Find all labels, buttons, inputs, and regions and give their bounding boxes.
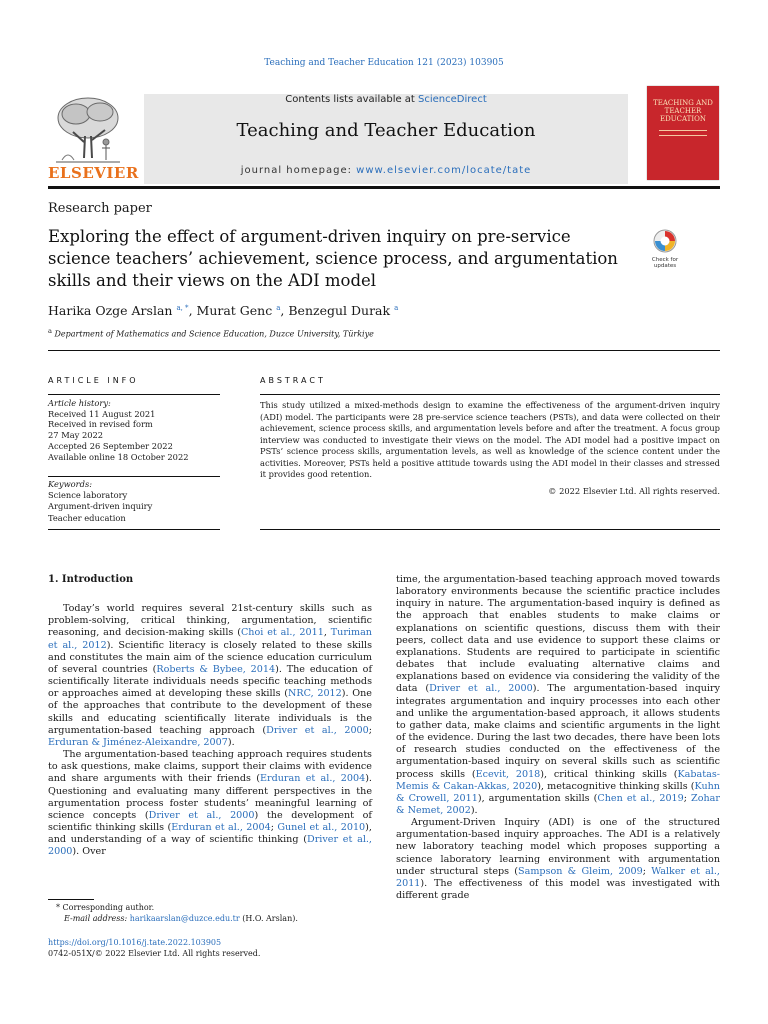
affiliation-marker: a: [48, 327, 52, 335]
citation-link[interactable]: Walker et al., 2011: [396, 865, 720, 889]
abstract-copyright: © 2022 Elsevier Ltd. All rights reserved.: [548, 486, 720, 496]
paper-type: Research paper: [48, 201, 152, 216]
corresponding-author-footnote: [56, 903, 298, 924]
text-run: ). Over: [72, 846, 106, 858]
body-column-right: [396, 574, 720, 902]
author-affiliation-marker[interactable]: a: [394, 303, 399, 312]
author-name[interactable]: Murat Genc: [196, 303, 273, 318]
publisher-name: ELSEVIER: [48, 164, 139, 182]
journal-masthead: [144, 94, 628, 184]
article-info-heading: ARTICLE INFO: [48, 376, 139, 385]
article-info-rule: [48, 394, 220, 395]
text-run: ) the development of scientific thinking skills (: [48, 809, 372, 833]
citation-link[interactable]: Driver et al., 2000: [148, 809, 255, 821]
citation-link[interactable]: Turiman et al., 2012: [48, 627, 372, 651]
text-run: ;: [683, 792, 692, 804]
history-entry: Accepted 26 September 2022: [48, 440, 173, 451]
doi-block: [48, 937, 260, 959]
homepage-prefix: journal homepage:: [240, 165, 357, 176]
citation-link[interactable]: NRC, 2012: [287, 688, 342, 700]
rights-line: 0742-051X/© 2022 Elsevier Ltd. All rights reserved.: [48, 949, 261, 958]
citation-link[interactable]: Kuhn & Crowell, 2011: [396, 780, 720, 804]
journal-citation[interactable]: Teaching and Teacher Education 121 (2023) 103905: [264, 58, 504, 68]
crossmark-icon: [652, 229, 678, 253]
email-label: E-mail address:: [64, 913, 130, 923]
text-run: Today’s world requires several 21st-century skills such as problem-solving, critical thinking, argumentation, scientific reasoning, and decision-making skills (: [48, 603, 372, 639]
abstract-text: This study utilized a mixed-methods design to examine the effectiveness of the argument-driven inquiry (ADI) model. The participants were 28 pre-service science teachers (PSTs), and data were collected on their achievement, science process skills, and argumentation levels before and after the treatment. A focus group interview was conducted to investigate their views on the model. The ADI model had a positive impact on PSTs’ science process skills, argumentation levels, as well as knowledge of the science content under the activities. Moreover, PSTs held a positive attitude towards using the ADI model in their classes and stressed it provides good retention.: [260, 400, 720, 479]
article-history: [48, 398, 189, 462]
keyword: Argument-driven inquiry: [48, 501, 153, 512]
citation-link[interactable]: Erduran et al., 2004: [171, 821, 271, 833]
keyword: Science laboratory: [48, 490, 128, 501]
homepage-line: [144, 165, 628, 176]
text-run: ), argumentation skills (: [477, 792, 598, 804]
text-run: ;: [368, 724, 372, 736]
footnote-marker: *: [56, 903, 60, 912]
citation-link[interactable]: Driver et al., 2000: [48, 834, 372, 858]
body-column-left: [48, 574, 372, 858]
text-run: ,: [323, 627, 331, 639]
author-affiliation-marker[interactable]: a, *: [176, 303, 189, 312]
history-entry: Received in revised form: [48, 419, 153, 430]
body-paragraph: [48, 603, 372, 749]
section-heading: 1. Introduction: [48, 574, 134, 585]
crossmark-label-line2: updates: [653, 263, 677, 269]
abstract-rule: [260, 394, 720, 395]
paper-title: Exploring the effect of argument-driven inquiry on pre-service science teachers’ achievement, science process, and argumentation skills and their views on the ADI model: [48, 227, 618, 290]
abstract-heading: ABSTRACT: [260, 376, 326, 385]
article-info-rule: [48, 476, 220, 477]
elsevier-tree-icon: [48, 92, 128, 166]
footnote-corresponding: Corresponding author.: [62, 903, 155, 912]
affiliation-text: Department of Mathematics and Science Education, Duzce University, Türkiye: [54, 329, 374, 339]
abstract-rule: [260, 529, 720, 530]
keywords: [48, 479, 152, 524]
keyword: Teacher education: [48, 512, 126, 523]
body-paragraph: [48, 749, 372, 858]
text-run: time, the argumentation-based teaching approach moved towards laboratory environments because the scientific practice includes inquiry in nature. The argumentation-based inquiry is defined as the approach that enables students to make claims or explanations on scientific questions, discuss them with their peers, collect data and use evidence to support these claims or explanations. Students are required to participate in scientific debates that include evaluating alternative claims and explanations based on evidence via considering the validity of the data (: [396, 574, 720, 695]
article-info-rule: [48, 529, 220, 530]
text-run: ). The effectiveness of this model was investigated with different grade: [396, 877, 720, 902]
citation-link[interactable]: Roberts & Bybee, 2014: [156, 663, 276, 675]
text-run: ). Scientific literacy is closely related to these skills and constitutes the main aim of the science education curriculum of several countries (: [48, 639, 373, 675]
text-run: ), metacognitive thinking skills (: [537, 780, 695, 792]
text-run: ). Questioning and evaluating many different perspectives in the argumentation process foster students’ meaningful learning of science concepts (: [48, 773, 372, 821]
text-run: ).: [470, 804, 478, 816]
body-paragraph: [396, 817, 720, 902]
journal-cover-thumbnail[interactable]: [647, 86, 719, 180]
citation-link[interactable]: Zohar & Nemet, 2002: [396, 792, 720, 816]
text-run: ;: [270, 821, 278, 833]
author-name[interactable]: Benzegul Durak: [288, 303, 391, 318]
email-link[interactable]: harikaarslan@duzce.edu.tr: [129, 913, 240, 923]
homepage-link[interactable]: www.elsevier.com/locate/tate: [356, 165, 532, 176]
history-entry: 27 May 2022: [48, 430, 104, 441]
citation-link[interactable]: Erduran et al., 2004: [259, 773, 366, 785]
elsevier-tree-logo: [48, 92, 139, 182]
citation-link[interactable]: Erduran & Jiménez-Aleixandre, 2007: [48, 736, 228, 748]
sciencedirect-link[interactable]: ScienceDirect: [418, 94, 487, 105]
author-affiliation-marker[interactable]: a: [276, 303, 281, 312]
contents-prefix: Contents lists available at: [285, 94, 419, 105]
crossmark-label-line1: Check for: [651, 257, 679, 263]
citation-link[interactable]: Gunel et al., 2010: [277, 821, 366, 833]
citation-link[interactable]: Chen et al., 2019: [597, 792, 684, 804]
cover-title: TEACHING AND TEACHER EDUCATION: [653, 99, 713, 123]
body-paragraph: [396, 574, 720, 817]
text-run: Argument-Driven Inquiry (ADI) is one of the structured argumentation-based inquiry approaches. The ADI is a relatively new laboratory teaching model which proposes supporting a science laboratory learning environment with argumentation under structural steps (: [396, 817, 720, 877]
text-run: The argumentation-based teaching approach requires students to ask questions, make claims, support their claims with evidence and share arguments with their friends (: [48, 749, 372, 785]
keywords-label: Keywords:: [48, 479, 93, 489]
text-run: ;: [642, 865, 652, 877]
text-run: ), critical thinking skills (: [540, 768, 678, 780]
check-for-updates-button[interactable]: [645, 229, 685, 267]
citation-link[interactable]: Sampson & Gleim, 2009: [518, 865, 643, 877]
crossmark-label: [645, 257, 685, 269]
history-entry: Available online 18 October 2022: [48, 451, 189, 462]
cover-decoration: [659, 130, 707, 136]
text-run: ). The education of scientifically literate individuals needs specific teaching methods or approaches aimed at developing these skills (: [48, 663, 372, 700]
affiliation-rule: [48, 350, 720, 351]
citation-link[interactable]: Ecevit, 2018: [475, 768, 541, 780]
text-run: ), and understanding of a way of scientific thinking (: [48, 821, 372, 846]
citation-link[interactable]: Driver et al., 2000: [429, 683, 533, 695]
history-label: Article history:: [48, 398, 111, 408]
email-suffix: (H.O. Arslan).: [239, 913, 298, 923]
history-entry: Received 11 August 2021: [48, 408, 156, 419]
text-run: ). One of the approaches that contribute to the development of these skills and educating scientifically literate individuals is the argumentation-based teaching approach (: [48, 688, 372, 736]
author-name[interactable]: Harika Ozge Arslan: [48, 303, 173, 318]
citation-link[interactable]: Choi et al., 2011: [240, 627, 324, 639]
affiliation: [48, 327, 374, 339]
citation-link[interactable]: Kabatas-Memis & Cakan-Akkas, 2020: [396, 768, 720, 792]
footnote-rule: [48, 899, 94, 900]
text-run: ). The argumentation-based inquiry integrates argumentation and inquiry processes into each other and unlike the argumentation-based approach, it allows students to gather data, make claims and scientific arguments in the light of the evidence. During the last two decades, there have been lots of research studies conducted on the effectiveness of the argumentation-based inquiry on several skills such as scientific process skills (: [396, 683, 721, 780]
masthead-rule: [48, 186, 720, 189]
author-list: Harika Ozge Arslan $^{a, *}$, Murat Genc $^a$, Benzegul Durak $^a$: [48, 303, 399, 318]
citation-link[interactable]: Driver et al., 2000: [266, 724, 369, 736]
contents-line: [144, 94, 628, 105]
text-run: ).: [227, 736, 235, 748]
doi-link[interactable]: https://doi.org/10.1016/j.tate.2022.103905: [48, 938, 222, 947]
journal-title: Teaching and Teacher Education: [236, 120, 536, 141]
